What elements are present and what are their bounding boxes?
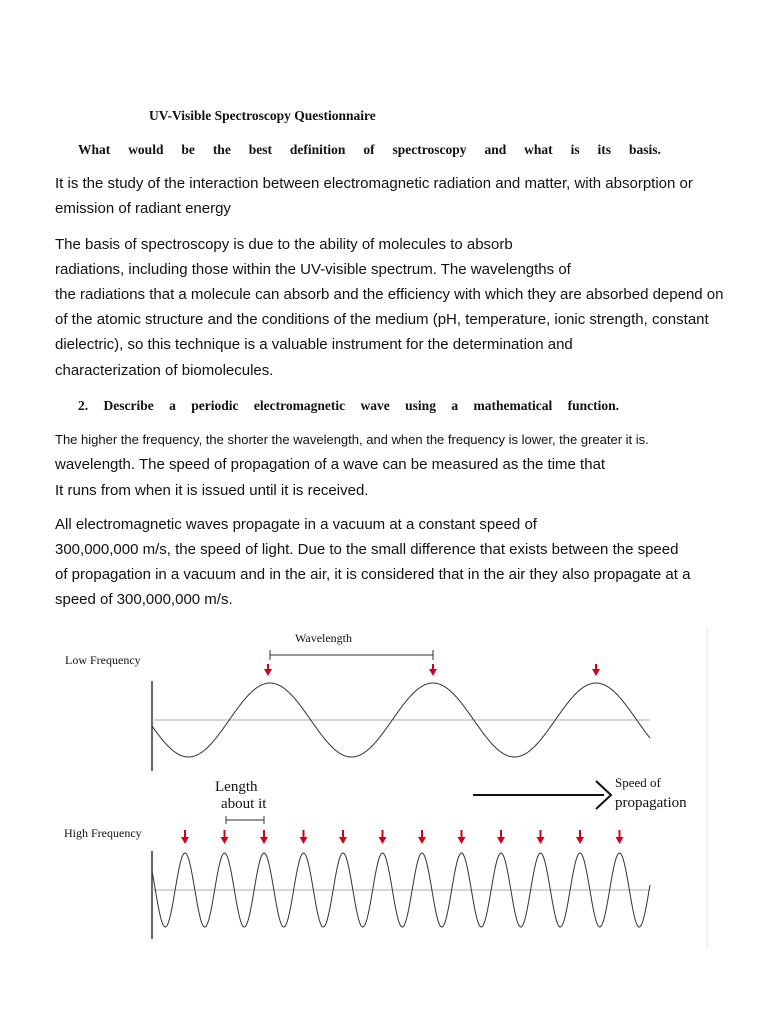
red-arrow-head [592,669,600,676]
question-word: definition [289,142,346,157]
answer-2-line: The higher the frequency, the shorter the wavelength, and when the frequency is lower, the greater it is. [55,432,649,447]
question-word: is [570,142,580,157]
question-word: a [169,398,176,413]
question-word: spectroscopy [392,142,467,157]
question-word: would [128,142,164,157]
question-word: of [363,142,375,157]
speed-label-1: Speed of [615,775,661,790]
question-word: What [78,142,111,157]
answer-2b-line: 300,000,000 m/s, the speed of light. Due to the small difference that exists between the speed [55,541,679,558]
answer-1b-line: characterization of biomolecules. [55,362,274,379]
answer-1b-line: radiations, including those within the UV-visible spectrum. The wavelengths of [55,261,571,278]
answer-2b-line: All electromagnetic waves propagate in a vacuum at a constant speed of [55,516,537,533]
question-word: its [597,142,612,157]
red-arrow-head [537,837,545,844]
red-arrow-head [458,837,466,844]
answer-2-line: wavelength. The speed of propagation of a wave can be measured as the time that [55,456,606,473]
answer-2b-line: of propagation in a vacuum and in the air, it is considered that in the air they also propagate at a [55,566,691,583]
length-label-1: Length [215,779,258,795]
question-word: electromagnetic [253,398,346,413]
question-word: mathematical [473,398,553,413]
question-word: be [181,142,195,157]
length-label-2: about it [221,796,267,812]
red-arrow-head [221,837,229,844]
question-word: wave [360,398,390,413]
red-arrow-head [300,837,308,844]
red-arrow-head [260,837,268,844]
answer-1-line: emission of radiant energy [55,200,231,217]
red-arrow-head [379,837,387,844]
speed-label-2: propagation [615,795,687,811]
red-arrow-head [339,837,347,844]
red-arrow-head [616,837,624,844]
question-word: using [405,398,436,413]
red-arrow-head [264,669,272,676]
question-word: the [212,142,231,157]
high-frequency-label: High Frequency [64,826,142,840]
red-arrow-head [576,837,584,844]
low-frequency-label: Low Frequency [65,653,141,667]
question-word: and [484,142,507,157]
question-word: what [524,142,553,157]
question-word: 2. [78,398,89,413]
answer-1b-line: dielectric), so this technique is a valuable instrument for the determination and [55,336,573,353]
answer-1b-line: the radiations that a molecule can absorb and the efficiency with which they are absorbed depend on [55,286,724,303]
question-word: basis. [628,142,661,157]
question-word: Describe [103,398,154,413]
answer-2-line: It runs from when it is issued until it is received. [55,482,369,499]
answer-2b-line: speed of 300,000,000 m/s. [55,591,233,608]
question-word: function. [567,398,619,413]
question-word: periodic [191,398,239,413]
question-word: a [451,398,459,413]
red-arrow-head [418,837,426,844]
question-word: best [248,142,272,157]
answer-1-line: It is the study of the interaction between electromagnetic radiation and matter, with absorption or [55,175,693,192]
answer-1b-line: of the atomic structure and the conditions of the medium (pH, temperature, ionic strength, constant [55,311,709,328]
red-arrow-head [181,837,189,844]
wavelength-label: Wavelength [295,631,353,645]
answer-1b-line: The basis of spectroscopy is due to the ability of molecules to absorb [55,236,513,253]
red-arrow-head [429,669,437,676]
page-title: UV-Visible Spectroscopy Questionnaire [149,108,376,123]
red-arrow-head [497,837,505,844]
